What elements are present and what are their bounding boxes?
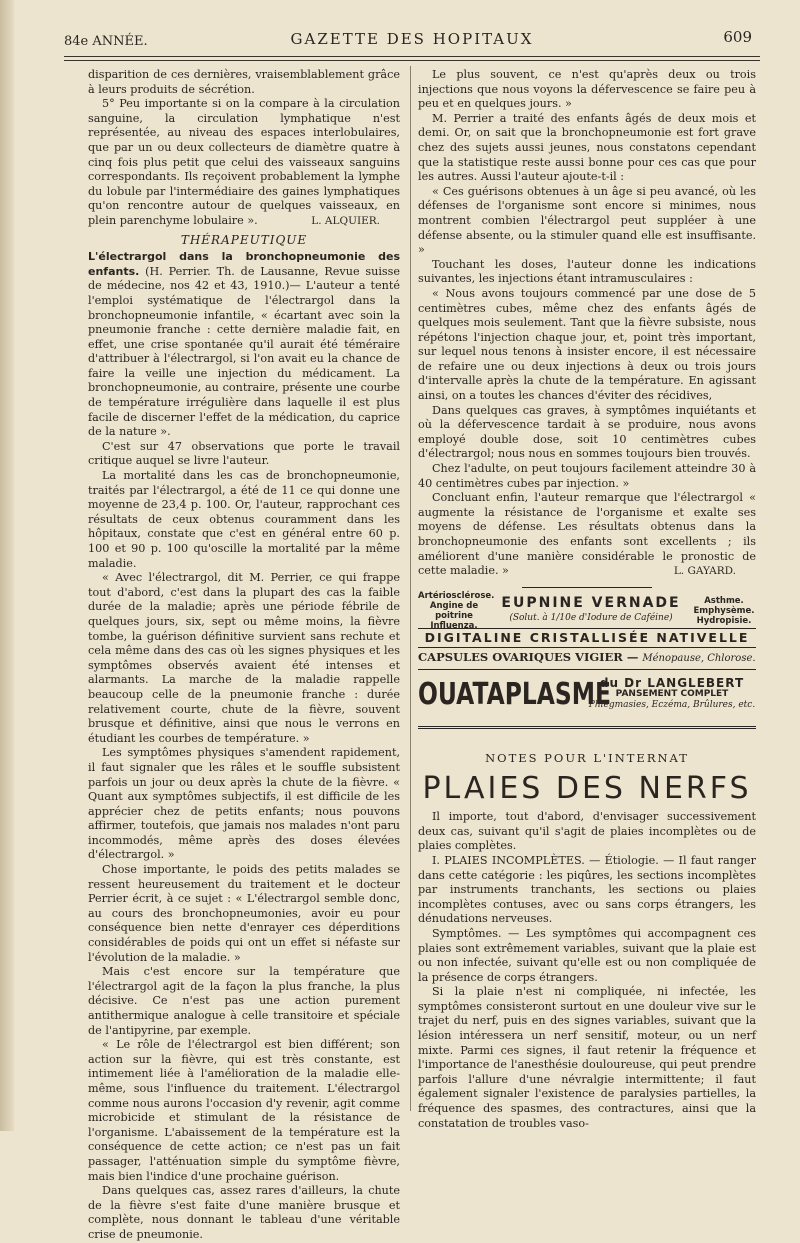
page-number: 609 xyxy=(723,28,752,46)
ad-rule xyxy=(418,669,756,670)
paragraph xyxy=(418,491,756,579)
journal-title: GAZETTE DES HOPITAUX xyxy=(290,30,534,48)
paragraph: « Avec l'électrargol, dit M. Perrier, ce qui frappe tout d'abord, c'est dans la plupart des cas la faible durée de la maladie; après une période fébrile de quelques jours, six, sept ou même moins, la fièvre tombe, la guérison définitive survient sans rechute et cela même dans des cas où les signes physiques et les symptômes observés avaient été intenses et alarmants. La marche de la maladie rappelle beaucoup celle de la pneumonie franche : durée relativement courte, chute de la fièvre, souvent brusque et définitive, ainsi que nous le verrons en étudiant les courbes de température. » xyxy=(88,571,400,745)
ad-ouataplasme-maker: du Dr LANGLEBERT xyxy=(599,676,745,691)
paragraph xyxy=(88,97,400,228)
ad-rule xyxy=(418,647,756,648)
paragraph-text: Concluant enfin, l'auteur remarque que l'électrargol « augmente la résistance de l'organisme et exalte ses moyens de défense. Les résultats obtenus dans la bronchopneumonie des enfants sont excellents ; ils améliorent d'une manière considérable le pronostic de cette maladie. » xyxy=(418,491,756,578)
ad-eupnine-indications-left: Artériosclérose. Angine de poitrine Influenza. xyxy=(418,590,495,631)
paragraph: M. Perrier a traité des enfants âgés de deux mois et demi. Or, on sait que la bronchopneumonie est fort grave chez des sujets aussi jeunes, nous constatons cependant que la statistique reste aussi bonne pour ces cas que pour les autres. Aussi l'auteur ajoute-t-il : xyxy=(418,111,756,184)
paragraph: Mais c'est encore sur la température que l'électrargol agit de la façon la plus franche, la plus décisive. Ce n'est pas une action purement antithermique analogue à celle transitoire et spéciale de l'antipyrine, par exemple. xyxy=(88,965,400,1037)
article-title: L'électrargol dans la bronchopneumonie des enfants. xyxy=(88,250,400,278)
paragraph: Chose importante, le poids des petits malades se ressent heureusement du traitement et le docteur Perrier écrit, à ce sujet : « L'électrargol semble donc, au cours des bronchopneumonies, avoir eu pour conséquence bien nette d'enrayer ces déperditions considérables de poids qui ont un effet si néfaste sur l'évolution de la maladie. » xyxy=(88,863,400,964)
right-column xyxy=(418,68,756,1130)
paragraph: Symptômes. — Les symptômes qui accompagnent ces plaies sont extrêmement variables, suivant que la plaie est ou non infectée, suivant qu'elle est ou non compliquée de la présence de corps étrangers. xyxy=(418,926,756,984)
article-paragraph xyxy=(88,250,400,440)
paragraph: Touchant les doses, l'auteur donne les indications suivantes, les injections étant intramusculaires : xyxy=(418,257,756,286)
column-divider xyxy=(410,66,411,1111)
ad-ouataplasme-line3: Phlegmasies, Eczéma, Brûlures, etc. xyxy=(588,700,756,711)
ad-ouataplasme-details xyxy=(588,678,756,711)
ad-eupnine-formula: (Solut. à 1/10e d'Iodure de Caféine) xyxy=(509,612,673,623)
ad-capsules-name: CAPSULES OVARIQUES VIGIER — xyxy=(418,650,639,665)
binding-edge xyxy=(0,0,14,1131)
ad-capsules xyxy=(418,650,756,667)
paragraph: Les symptômes physiques s'amendent rapidement, il faut signaler que les râles et le souffle subsistent parfois un jour ou deux après la chute de la fièvre. « Quant aux symptômes subjectifs, il est difficile de les apprécier chez de petits enfants; nous pouvons affirmer, toutefois, que jamais nos malades n'ont paru incommodés, même après des doses élevées d'électrargol. » xyxy=(88,746,400,862)
paragraph: Le plus souvent, ce n'est qu'après deux ou trois injections que nous voyons la défervescence se faire peu à peu et en quelques jours. » xyxy=(418,68,756,111)
notes-heading: NOTES POUR L'INTERNAT xyxy=(485,750,689,765)
ad-eupnine xyxy=(418,590,756,631)
paragraph: disparition de ces dernières, vraisemblablement grâce à leurs produits de sécrétion. xyxy=(88,68,400,96)
paragraph: C'est sur 47 observations que porte le travail critique auquel se livre l'auteur. xyxy=(88,439,400,468)
paragraph: « Le rôle de l'électrargol est bien différent; son action sur la fièvre, qui est très constante, est intimement liée à l'amélioration de la maladie elle-même, sous l'influence du traitement. L'électrargol comme nous aurons l'occasion d'y revenir, agit comme microbicide et stimulant de la résistance de l'organisme. L'abaissement de la température est la conséquence de cette action; ce n'est pas un fait passager, l'atténuation simple du symptôme fièvre, mais bien l'indice d'une prochaine guérison. xyxy=(88,1038,400,1183)
paragraph: Si la plaie n'est ni compliquée, ni infectée, les symptômes consisteront surtout en une douleur vive sur le trajet du nerf, puis en des signes variables, suivant que la lésion intéressera un nerf sensitif, moteur, ou un nerf mixte. Parmi ces signes, il faut retenir la fréquence et l'importance de l'anesthésie douloureuse, qui peut prendre parfois l'allure d'une névralgie intermittente; il faut également signaler l'existence de paralysies partielles, la fréquence des spasmes, des contractures, ainsi que la constatation de troubles vaso- xyxy=(418,985,756,1130)
paragraph-text: 5° Peu importante si on la compare à la circulation sanguine, la circulation lymphatique n'est représentée, au niveau des espaces interlobulaires, que par un ou deux collecteurs de diamètre quatre à cinq fois plus petit que celui des vaisseaux sanguins correspondants. Ils reçoivent probablement la lymphe du lobule par l'intermédiaire des gaines lymphatiques qu'on rencontre autour de quelques vaisseaux, en plein parenchyme lobulaire ». xyxy=(88,97,400,227)
paragraph: La mortalité dans les cas de bronchopneumonie, traités par l'électrargol, a été de 11 ce qui donne une moyenne de 23,4 p. 100. Or, l'auteur, rapprochant ces résultats de ceux obtenus couramment dans les hôpitaux, constate que c'est en général entre 60 p. 100 et 90 p. 100 qu'oscille la mortalité par la même maladie. xyxy=(88,469,400,570)
ad-capsules-indications: Ménopause, Chlorose. xyxy=(642,653,756,665)
paragraph: Dans quelques cas, assez rares d'ailleurs, la chute de la fièvre s'est faite d'une manière brusque et complète, nous donnant le tableau d'une véritable crise de pneumonie. xyxy=(88,1184,400,1241)
paragraph: Chez l'adulte, on peut toujours facilement atteindre 30 à 40 centimètres cubes par injection. » xyxy=(418,462,756,490)
notes-rule xyxy=(418,726,756,729)
paragraph: « Nous avons toujours commencé par une dose de 5 centimètres cubes, même chez des enfants âgés de quelques mois seulement. Tant que la fièvre subsiste, nous répétons l'injection chaque jour, et, point très important, sur lequel nous tenons à insister encore, il est nécessaire de refaire une ou deux injections à deux ou trois jours d'intervalle après la chute de la température. En agissant ainsi, on a toutes les chances d'éviter des récidives, xyxy=(418,286,756,403)
paragraph: I. PLAIES INCOMPLÈTES. — Étiologie. — Il faut ranger dans cette catégorie : les piqûres, les sections incomplètes par instruments tranchants, les sections ou plaies incomplètes contuses, avec ou sans corps étrangers, les dénudations nerveuses. xyxy=(418,853,756,926)
ad-ouataplasme-name: OUATAPLASME xyxy=(418,676,612,712)
page-header xyxy=(64,28,760,54)
ad-digitaline: DIGITALINE CRISTALLISÉE NATIVELLE xyxy=(424,629,750,645)
ad-ouataplasme xyxy=(418,672,756,718)
signature: L. GAYARD. xyxy=(673,565,736,578)
left-column xyxy=(88,68,400,1241)
article-title-plaies: PLAIES DES NERFS xyxy=(422,770,752,806)
advertisements xyxy=(418,590,756,718)
paragraph: « Ces guérisons obtenues à un âge si peu avancé, où les défenses de l'organisme sont encore si minimes, nous montrent combien l'électrargol peut suppléer à une défense absente, ou la stimuler quand elle est insuffisante. » xyxy=(418,184,756,257)
signature: L. ALQUIER. xyxy=(311,214,380,227)
separator-rule xyxy=(522,587,652,588)
paragraph-text: (H. Perrier. Th. de Lausanne, Revue suisse de médecine, nos 42 et 43, 1910.)— L'auteur a tenté l'emploi systématique de l'électrargol dans la bronchopneumonie infantile, « écartant avec soin la pneumonie franche : cette dernière maladie fait, en effet, une crise spontanée qu'il aurait été téméraire d'attribuer à l'électrargol, si l'on avait eu la chance de faire la veille une injection du médicament. La bronchopneumonie, au contraire, présente une courbe de température irrégulière dans laquelle il est plus facile de discerner l'effet de la médication, du caprice de la nature ». xyxy=(88,264,400,439)
section-title: THÉRAPEUTIQUE xyxy=(180,232,308,247)
ad-ouataplasme-line2: PANSEMENT COMPLET xyxy=(615,689,729,700)
paragraph: Il importe, tout d'abord, d'envisager successivement deux cas, suivant qu'il s'agit de plaies incomplètes ou de plaies complètes. xyxy=(418,810,756,853)
header-rule xyxy=(64,56,760,61)
ad-eupnine-center xyxy=(501,596,680,625)
ad-eupnine-indications-right: Asthme. Emphysème. Hydropisie. xyxy=(693,595,755,626)
issue-label: 84e ANNÉE. xyxy=(64,34,148,49)
paragraph: Dans quelques cas graves, à symptômes inquiétants et où la défervescence tardait à se produire, nous avons employé double dose, soit 10 centimètres cubes d'électrargol; nous nous en sommes toujours bien trouvés. xyxy=(418,403,756,461)
ad-eupnine-name: EUPNINE VERNADE xyxy=(501,595,681,612)
